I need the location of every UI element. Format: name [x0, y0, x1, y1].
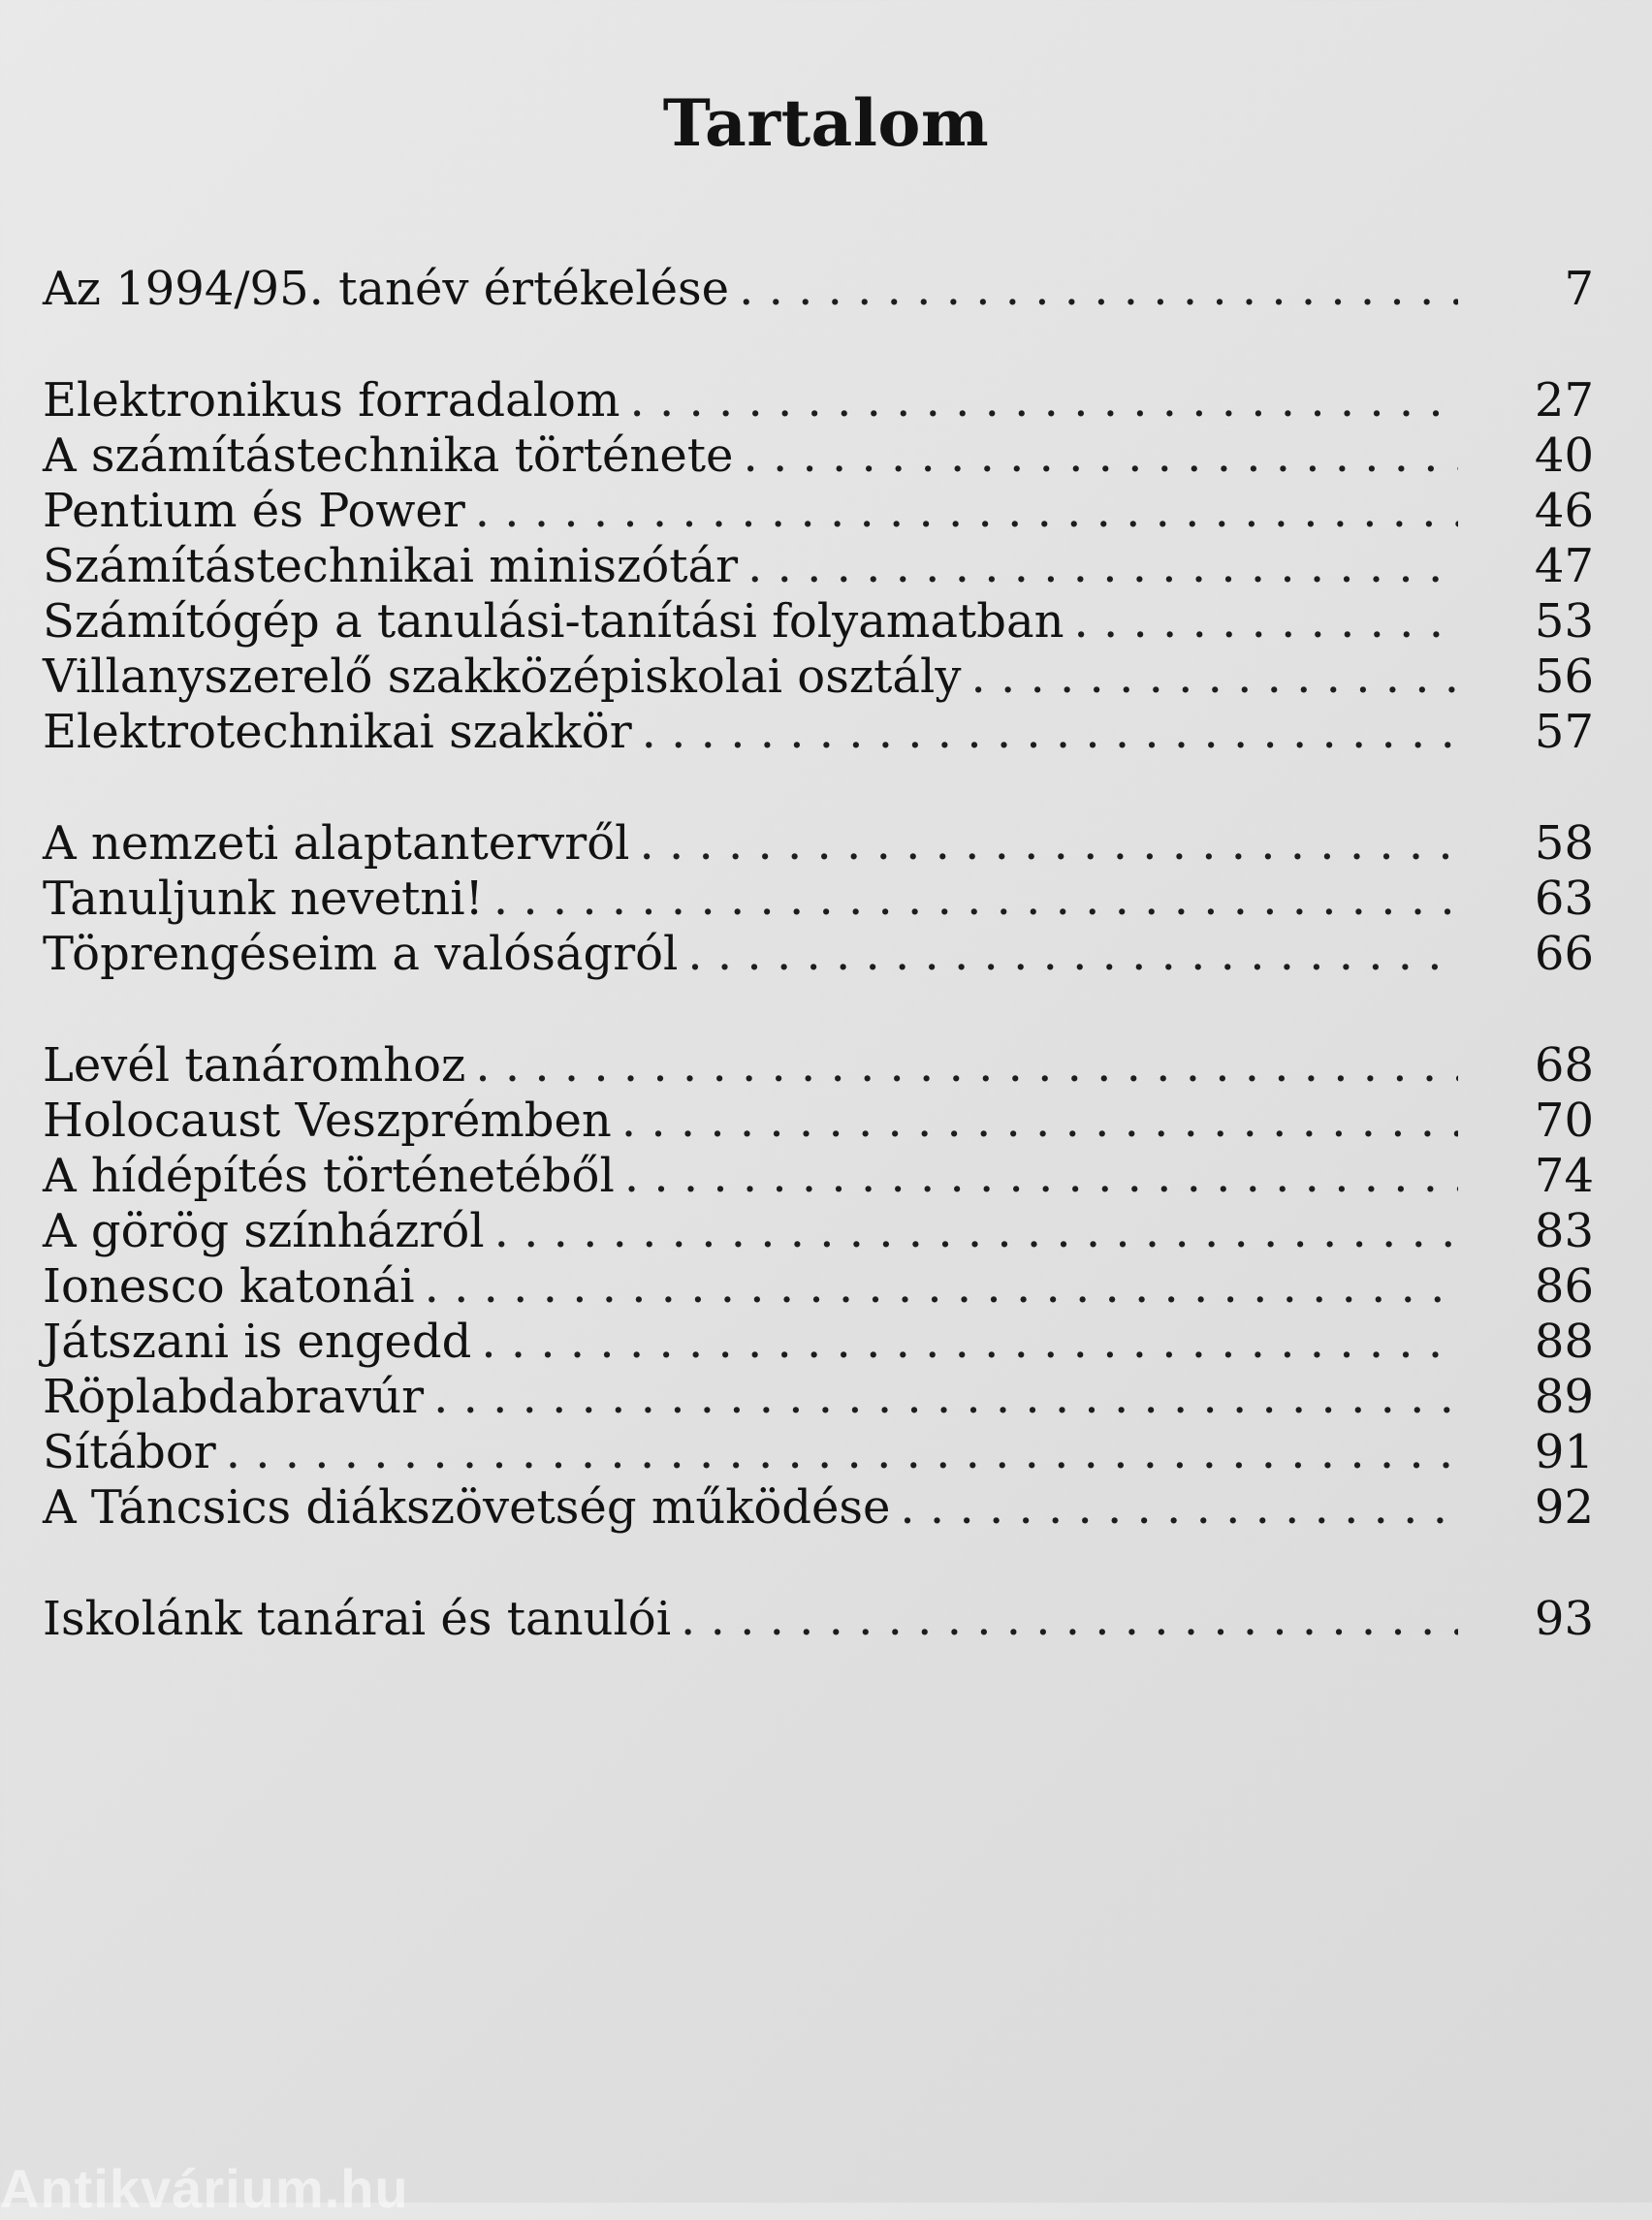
toc-entry-page-number: 89	[1534, 1370, 1594, 1424]
toc-entry-page-number: 46	[1534, 484, 1594, 538]
dot-leader	[481, 1315, 1458, 1370]
toc-section	[43, 1592, 1594, 1647]
toc-entry-page-number: 91	[1534, 1425, 1594, 1479]
toc-entry-title: Számítógép a tanulási-tanítási folyamatban	[43, 594, 1064, 649]
dot-leader	[639, 816, 1458, 872]
toc-entry-title: Holocaust Veszprémben	[43, 1094, 612, 1148]
toc-entry	[43, 428, 1594, 484]
dot-leader	[494, 1204, 1458, 1259]
toc-entry-page-number: 56	[1534, 650, 1594, 704]
toc-entry-page-number: 7	[1564, 262, 1594, 316]
toc-entry-title: Töprengéseim a valóságról	[43, 927, 679, 981]
toc-entry	[43, 872, 1594, 927]
toc-entry-title: Elektronikus forradalom	[43, 373, 620, 428]
dot-leader	[642, 705, 1458, 760]
dot-leader	[687, 927, 1458, 982]
toc-entry-page-number: 83	[1534, 1204, 1594, 1258]
dot-leader	[1074, 594, 1459, 650]
toc-entry	[43, 1370, 1594, 1425]
toc-entry	[43, 1480, 1594, 1536]
toc-entry	[43, 927, 1594, 982]
toc-entry-title: Elektrotechnikai szakkör	[43, 705, 632, 759]
toc-entry-title: Levél tanáromhoz	[43, 1038, 466, 1093]
dot-leader	[743, 428, 1458, 484]
toc-entry-title: Az 1994/95. tanév értékelése	[43, 262, 730, 316]
toc-entry-title: Sítábor	[43, 1425, 216, 1479]
toc-entry-page-number: 66	[1534, 927, 1594, 981]
toc-entry	[43, 262, 1594, 317]
toc-entry-title: Pentium és Power	[43, 484, 465, 538]
dot-leader	[747, 539, 1458, 594]
toc-entry-title: A számítástechnika története	[43, 428, 734, 483]
toc-entry-page-number: 88	[1534, 1315, 1594, 1369]
toc-entry-title: Ionesco katonái	[43, 1259, 415, 1314]
toc-entry-title: A hídépítés történetéből	[43, 1149, 615, 1203]
dot-leader	[475, 1038, 1458, 1094]
toc-entry-page-number: 27	[1534, 373, 1594, 428]
toc-entry-page-number: 47	[1534, 539, 1594, 593]
toc-entry-title: Számítástechnikai miniszótár	[43, 539, 739, 593]
dot-leader	[493, 872, 1458, 927]
dot-leader	[624, 1149, 1458, 1204]
toc-entry-page-number: 57	[1534, 705, 1594, 759]
watermark: Antikvárium.hu	[0, 2158, 409, 2219]
toc-entry-title: A görög színházról	[43, 1204, 485, 1258]
dot-leader	[475, 484, 1458, 539]
toc-entry-title: Tanuljunk nevetni!	[43, 872, 484, 926]
dot-leader	[629, 373, 1458, 428]
table-of-contents	[43, 262, 1594, 1703]
toc-entry-page-number: 58	[1534, 816, 1594, 871]
toc-entry-page-number: 53	[1534, 594, 1594, 649]
toc-entry-page-number: 70	[1534, 1094, 1594, 1148]
toc-entry	[43, 1204, 1594, 1259]
toc-section	[43, 1038, 1594, 1536]
toc-entry-title: Iskolánk tanárai és tanulói	[43, 1592, 672, 1646]
toc-entry-page-number: 63	[1534, 872, 1594, 926]
toc-entry-title: Játszani is engedd	[43, 1315, 472, 1369]
dot-leader	[433, 1370, 1458, 1425]
toc-entry	[43, 539, 1594, 594]
toc-entry	[43, 1149, 1594, 1204]
dot-leader	[681, 1592, 1458, 1647]
toc-entry	[43, 1038, 1594, 1094]
toc-entry	[43, 594, 1594, 650]
dot-leader	[621, 1094, 1458, 1149]
toc-entry-title: Villanyszerelő szakközépiskolai osztály	[43, 650, 962, 704]
dot-leader	[900, 1480, 1458, 1536]
toc-entry	[43, 373, 1594, 428]
toc-entry-page-number: 86	[1534, 1259, 1594, 1314]
page-title: Tartalom	[662, 85, 990, 161]
toc-entry	[43, 816, 1594, 872]
toc-entry	[43, 1425, 1594, 1480]
toc-section	[43, 373, 1594, 760]
toc-entry-page-number: 40	[1534, 428, 1594, 483]
toc-entry	[43, 705, 1594, 760]
toc-entry	[43, 1259, 1594, 1315]
toc-entry	[43, 1315, 1594, 1370]
toc-section	[43, 262, 1594, 317]
toc-section	[43, 816, 1594, 982]
dot-leader	[739, 262, 1458, 317]
toc-entry-page-number: 92	[1534, 1480, 1594, 1535]
toc-entry	[43, 650, 1594, 705]
dot-leader	[970, 650, 1458, 705]
toc-entry-title: A nemzeti alaptantervről	[43, 816, 630, 871]
toc-entry	[43, 1094, 1594, 1149]
toc-entry	[43, 484, 1594, 539]
dot-leader	[425, 1259, 1458, 1315]
toc-entry-page-number: 74	[1534, 1149, 1594, 1203]
toc-entry	[43, 1592, 1594, 1647]
toc-entry-title: A Táncsics diákszövetség működése	[43, 1480, 891, 1535]
toc-entry-title: Röplabdabravúr	[43, 1370, 425, 1424]
toc-entry-page-number: 68	[1534, 1038, 1594, 1093]
dot-leader	[226, 1425, 1458, 1480]
toc-entry-page-number: 93	[1534, 1592, 1594, 1646]
